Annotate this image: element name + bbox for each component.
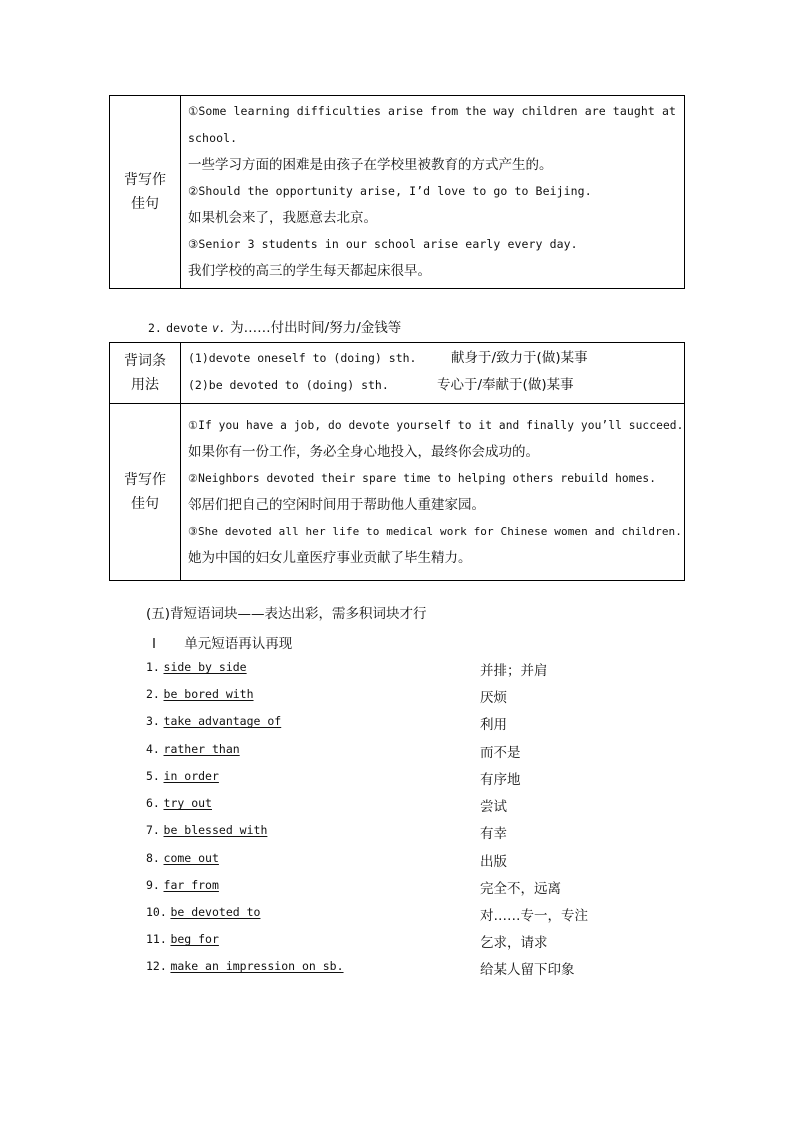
arise-examples-table xyxy=(109,95,685,289)
entry-meaning: 为……付出时间/努力/金钱等 xyxy=(230,320,402,336)
phrase-row xyxy=(146,932,616,952)
example-sentence-zh: 如果你有一份工作，务必全身心地投入，最终你会成功的。 xyxy=(188,443,539,460)
phrase-number: 6. xyxy=(146,796,160,810)
usage-en: (2)be devoted to (doing) sth. xyxy=(188,378,389,392)
usage-en: (1)devote oneself to (doing) sth. xyxy=(188,351,417,365)
phrase-zh: 有幸 xyxy=(480,826,507,842)
phrase-en: be bored with xyxy=(163,687,254,701)
phrase-en: come out xyxy=(163,851,219,865)
row-label-line1: 背写作 xyxy=(124,172,166,188)
phrase-row xyxy=(146,714,616,734)
example-sentence-zh: 一些学习方面的困难是由孩子在学校里被教育的方式产生的。 xyxy=(188,157,553,173)
examples-label-line1: 背写作 xyxy=(124,472,166,488)
phrase-row xyxy=(146,878,616,898)
phrase-zh: 给某人留下印象 xyxy=(480,962,575,978)
phrase-row xyxy=(146,742,616,762)
example-sentence-en: ③Senior 3 students in our school arise early every day. xyxy=(188,237,578,251)
phrase-en: side by side xyxy=(163,660,247,674)
phrase-row xyxy=(146,851,616,871)
phrase-zh: 并排；并肩 xyxy=(480,663,548,679)
phrase-zh: 乞求，请求 xyxy=(480,935,548,951)
phrase-zh: 利用 xyxy=(480,717,507,733)
phrase-en: make an impression on sb. xyxy=(170,959,344,973)
devote-entry-heading xyxy=(148,316,401,336)
phrase-zh: 完全不，远离 xyxy=(480,881,561,897)
usage-label-line2: 用法 xyxy=(131,377,159,393)
phrase-zh: 尝试 xyxy=(480,799,507,815)
phrase-number: 5. xyxy=(146,769,160,783)
entry-pos: v. xyxy=(212,321,226,335)
usage-zh: 献身于/致力于(做)某事 xyxy=(451,350,588,366)
phrase-row xyxy=(146,905,616,925)
phrase-zh: 而不是 xyxy=(480,745,521,761)
phrase-en: beg for xyxy=(170,932,219,946)
phrase-en: be blessed with xyxy=(163,823,268,837)
devote-table xyxy=(109,342,685,581)
phrase-en: rather than xyxy=(163,742,240,756)
example-sentences-cell xyxy=(181,96,685,289)
phrase-number: 10. xyxy=(146,905,167,919)
usage-label xyxy=(110,343,181,404)
phrase-row xyxy=(146,660,616,680)
usage-cell xyxy=(181,343,685,404)
phrase-row xyxy=(146,769,616,789)
section-heading: (五)背短语词块——表达出彩，需多积词块才行 xyxy=(146,606,427,622)
subsection-heading xyxy=(152,632,292,652)
phrase-zh: 厌烦 xyxy=(480,690,507,706)
row-label-line2: 佳句 xyxy=(131,196,159,212)
usage-label-line1: 背词条 xyxy=(124,353,166,369)
example-sentence-zh: 邻居们把自己的空闲时间用于帮助他人重建家园。 xyxy=(188,496,485,513)
entry-number: 2. xyxy=(148,321,162,335)
phrase-number: 4. xyxy=(146,742,160,756)
usage-item xyxy=(188,372,678,399)
phrase-row xyxy=(146,823,616,843)
example-sentence-en: ①Some learning difficulties arise from the way children are taught at school. xyxy=(188,104,677,145)
phrase-en: try out xyxy=(163,796,212,810)
example-sentence-zh: 她为中国的妇女儿童医疗事业贡献了毕生精力。 xyxy=(188,549,472,566)
phrase-en: in order xyxy=(163,769,219,783)
examples-label-line2: 佳句 xyxy=(131,496,159,512)
examples-label xyxy=(110,404,181,581)
example-sentence-en: ③She devoted all her life to medical work for Chinese women and children. xyxy=(188,524,682,538)
table-row-label xyxy=(110,96,181,289)
subsection-title: 单元短语再认再现 xyxy=(184,636,293,652)
phrase-number: 12. xyxy=(146,959,167,973)
phrase-number: 3. xyxy=(146,714,160,728)
phrase-en: take advantage of xyxy=(163,714,282,728)
phrase-number: 8. xyxy=(146,851,160,865)
usage-item xyxy=(188,345,678,372)
phrase-row xyxy=(146,687,616,707)
example-sentence-en: ②Should the opportunity arise, I’d love to go to Beijing. xyxy=(188,184,592,198)
phrase-en: be devoted to xyxy=(170,905,261,919)
subsection-marker: Ⅰ xyxy=(152,636,156,652)
usage-zh: 专心于/奉献于(做)某事 xyxy=(437,377,574,393)
phrase-en: far from xyxy=(163,878,219,892)
example-sentence-en: ①If you have a job, do devote yourself to it and finally you’ll succeed. xyxy=(188,418,684,432)
phrase-zh: 有序地 xyxy=(480,772,521,788)
entry-word: devote xyxy=(166,321,208,335)
example-sentence-zh: 如果机会来了，我愿意去北京。 xyxy=(188,210,377,226)
phrase-number: 1. xyxy=(146,660,160,674)
phrase-zh: 对……专一，专注 xyxy=(480,908,588,924)
phrase-number: 11. xyxy=(146,932,167,946)
example-sentence-zh: 我们学校的高三的学生每天都起床很早。 xyxy=(188,263,431,279)
examples-cell xyxy=(181,404,685,581)
phrase-number: 9. xyxy=(146,878,160,892)
example-sentence-en: ②Neighbors devoted their spare time to helping others rebuild homes. xyxy=(188,471,657,485)
phrase-number: 7. xyxy=(146,823,160,837)
phrase-number: 2. xyxy=(146,687,160,701)
phrase-row xyxy=(146,796,616,816)
phrase-zh: 出版 xyxy=(480,854,507,870)
phrase-row xyxy=(146,959,616,979)
